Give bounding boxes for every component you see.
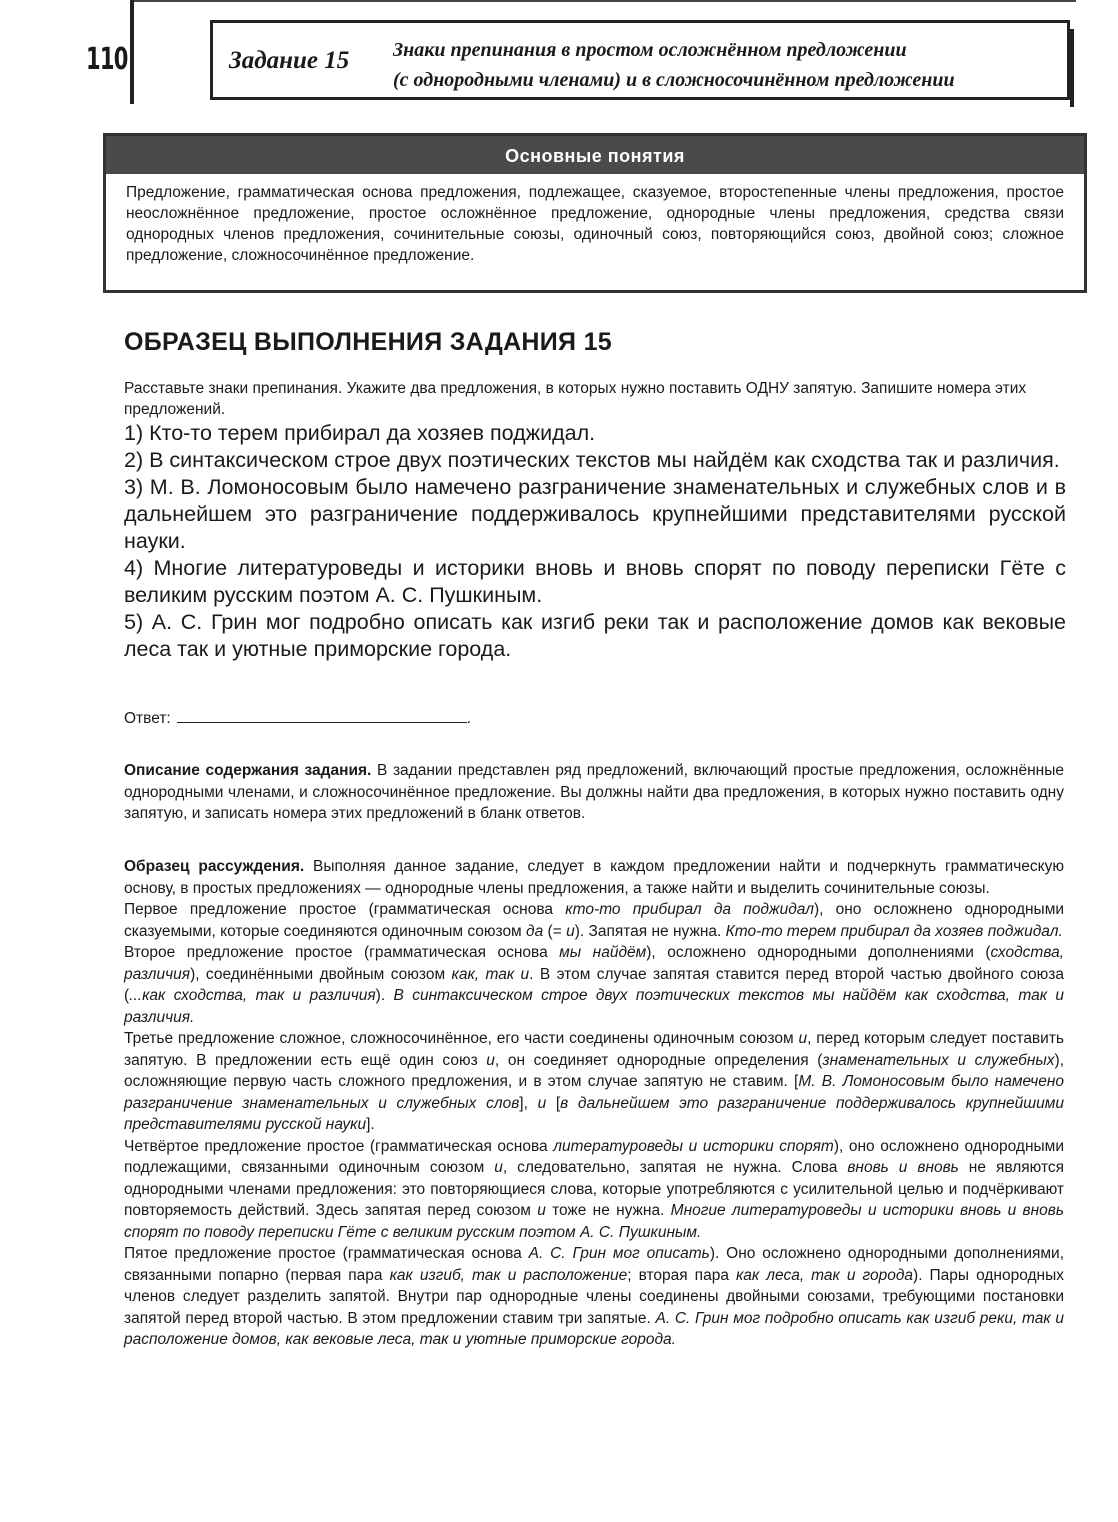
text-run: тоже не нужна.: [545, 1202, 671, 1219]
italic-example: Многие литературоведы и историки вновь и вновь спорят по поводу переписки Гёте с великим русским поэтом А. С. Пушкиным.: [124, 1202, 1064, 1241]
italic-example: в дальнейшем это разграничение поддерживалось крупнейшими представителями русской науки: [124, 1094, 1064, 1133]
page-number: 110: [86, 42, 128, 77]
text-run: ). Пары однородных членов следует разделить запятой. Внутри пар однородные члены соединены двойными союзами, требующими постановки запятой перед второй частью. В этом предложении ставим три запятые.: [124, 1266, 1064, 1327]
text-run: ). Оно осложнено однородными дополнениями, связанными попарно (первая пара: [124, 1245, 1065, 1284]
text-run: ), осложняющие первую часть сложного предложения, и в этом случае запятую не ставим. [: [124, 1051, 1064, 1090]
reasoning-paragraph-5: [124, 1243, 1064, 1351]
italic-example: и: [537, 1202, 546, 1219]
italic-example: как леса, так и города: [735, 1266, 914, 1284]
answer-field[interactable]: [177, 708, 467, 723]
text-run: , он соединяет однородные определения (: [494, 1051, 823, 1069]
task-label: Задание 15: [229, 47, 350, 74]
concepts-box: [103, 133, 1087, 293]
text-run: ; вторая пара: [627, 1266, 736, 1284]
task-header: [210, 20, 1070, 100]
reasoning-intro: Выполняя данное задание, следует в каждом предложении найти и подчеркнуть грамматическую основу, в простых предложениях — однородные члены предложения, а также найти и выделить сочинительные союзы.: [124, 858, 1064, 897]
answer-label: Ответ:: [124, 710, 171, 727]
italic-example: мы найдём: [559, 944, 647, 961]
italic-example: вновь и вновь: [847, 1159, 959, 1176]
italic-example: В синтаксическом строе двух поэтических текстов мы найдём как сходства, так и различия.: [124, 987, 1064, 1026]
text-run: Третье предложение сложное, сложносочинённое, его части соединены одиночным союзом: [124, 1030, 799, 1047]
text-run: ), оно осложнено однородными подлежащими, связанными одиночным союзом: [124, 1137, 1064, 1176]
italic-example: Кто-то терем прибирал да хозяев поджидал.: [725, 922, 1063, 940]
description-paragraph: [124, 760, 1064, 825]
italic-example: М. В. Ломоносовым было намечено разграничение знаменательных и служебных слов: [124, 1073, 1064, 1112]
text-run: ).: [375, 987, 394, 1004]
answer-end: .: [466, 710, 472, 727]
italic-example: знаменательных и служебных: [822, 1051, 1055, 1069]
reasoning-heading: Образец рассуждения.: [124, 858, 305, 875]
reasoning-intro-paragraph: [124, 856, 1064, 899]
task-title-line-1: Знаки препинания в простом осложнённом предложении: [393, 39, 907, 61]
text-run: ). Запятая не нужна.: [574, 922, 726, 940]
text-run: Первое предложение простое (грамматическая основа: [124, 901, 566, 918]
text-run: Четвёртое предложение простое (грамматическая основа: [124, 1137, 554, 1155]
italic-example: ...как сходства, так и различия: [129, 987, 376, 1004]
italic-example: как, так и: [451, 965, 530, 983]
reasoning-paragraph-2: [124, 942, 1064, 1028]
italic-example: и: [494, 1159, 503, 1176]
reasoning-paragraph-4: [124, 1136, 1064, 1244]
task-title: [393, 35, 1063, 95]
text-run: ), осложнено однородными дополнениями (: [646, 944, 991, 961]
sample-instruction: Расставьте знаки препинания. Укажите два предложения, в которых нужно поставить ОДНУ запятую. Запишите номера этих предложений.: [124, 380, 1027, 418]
italic-example: и: [566, 922, 575, 940]
italic-example: и: [537, 1094, 547, 1112]
sample-title: ОБРАЗЕЦ ВЫПОЛНЕНИЯ ЗАДАНИЯ 15: [124, 328, 612, 356]
text-run: , перед которым следует поставить запятую. В предложении есть ещё один союз: [124, 1030, 1065, 1069]
top-rule: [130, 0, 1076, 2]
sentence-2: 2) В синтаксическом строе двух поэтических текстов мы найдём как сходства так и различия.: [124, 448, 1060, 472]
sentence-1: 1) Кто-то терем прибирал да хозяев поджидал.: [124, 421, 596, 445]
italic-example: А. С. Грин мог подробно описать как изгиб реки, так и расположение домов, как вековые леса, так и уютные приморские города.: [124, 1309, 1064, 1348]
concepts-heading: Основные понятия: [106, 136, 1084, 174]
text-run: ],: [519, 1094, 538, 1112]
text-run: ].: [366, 1116, 375, 1133]
text-run: . В этом случае запятая ставится перед второй частью двойного союза (: [124, 965, 1064, 1004]
italic-example: как изгиб, так и расположение: [389, 1266, 628, 1284]
sample-sentences: [124, 420, 1066, 663]
description-text: В задании представлен ряд предложений, включающий простые предложения, осложнённые однородными членами, и сложносочинённое предложение. Вы должны найти два предложения, в которых нужно поставить одну запятую, и записать номера этих предложений в бланк ответов.: [124, 762, 1064, 822]
text-run: Второе предложение простое (грамматическая основа: [124, 944, 560, 961]
sentence-3: 3) М. В. Ломоносовым было намечено разграничение знаменательных и служебных слов и в дальнейшем это разграничение поддерживалось крупнейшими представителями русской науки.: [124, 475, 1066, 553]
description-heading: Описание содержания задания.: [124, 762, 372, 779]
concepts-text: Предложение, грамматическая основа предложения, подлежащее, сказуемое, второстепенные члены предложения, простое неосложнённое предложение, простое осложнённое предложение, однородные члены предложения, средства связи однородных членов предложения, сочинительные союзы, одиночный союз, повторяющийся союз, двойной союз; сложное предложение, сложносочинённое предложение.: [126, 184, 1064, 264]
italic-example: сходства, различия: [124, 944, 1064, 983]
italic-example: кто-то прибирал да поджидал: [565, 901, 814, 918]
reasoning-paragraph-1: [124, 899, 1064, 942]
margin-rule: [130, 0, 134, 104]
text-run: ), оно осложнено однородными сказуемыми, которые соединяются одиночным союзом: [124, 901, 1065, 940]
task-title-line-2: (с однородными членами) и в сложносочинённом предложении: [393, 69, 955, 91]
italic-example: и: [798, 1030, 808, 1047]
italic-example: литературоведы и историки спорят: [553, 1137, 834, 1155]
text-run: (=: [543, 922, 567, 940]
italic-example: А. С. Грин мог описать: [528, 1245, 710, 1262]
reasoning-paragraph-3: [124, 1028, 1064, 1136]
text-run: Пятое предложение простое (грамматическая основа: [124, 1245, 529, 1262]
text-run: , следовательно, запятая не нужна. Слова: [502, 1159, 848, 1176]
italic-example: да: [526, 922, 544, 940]
sentence-4: 4) Многие литературоведы и историки вновь и вновь спорят по поводу переписки Гёте с великим русским поэтом А. С. Пушкиным.: [124, 556, 1066, 607]
reasoning-section: [124, 856, 1064, 1351]
answer-row: [124, 708, 471, 728]
text-run: ), соединёнными двойным союзом: [190, 965, 452, 983]
text-run: не являются однородными членами предложения: это повторяющиеся слова, которые употребляются с усилительной целью и подчёркивают повторяемость действий. Здесь запятая перед союзом: [124, 1159, 1065, 1219]
italic-example: и: [486, 1051, 495, 1069]
text-run: [: [546, 1094, 561, 1112]
sentence-5: 5) А. С. Грин мог подробно описать как изгиб реки так и расположение домов как вековые леса так и уютные приморские города.: [124, 610, 1066, 661]
